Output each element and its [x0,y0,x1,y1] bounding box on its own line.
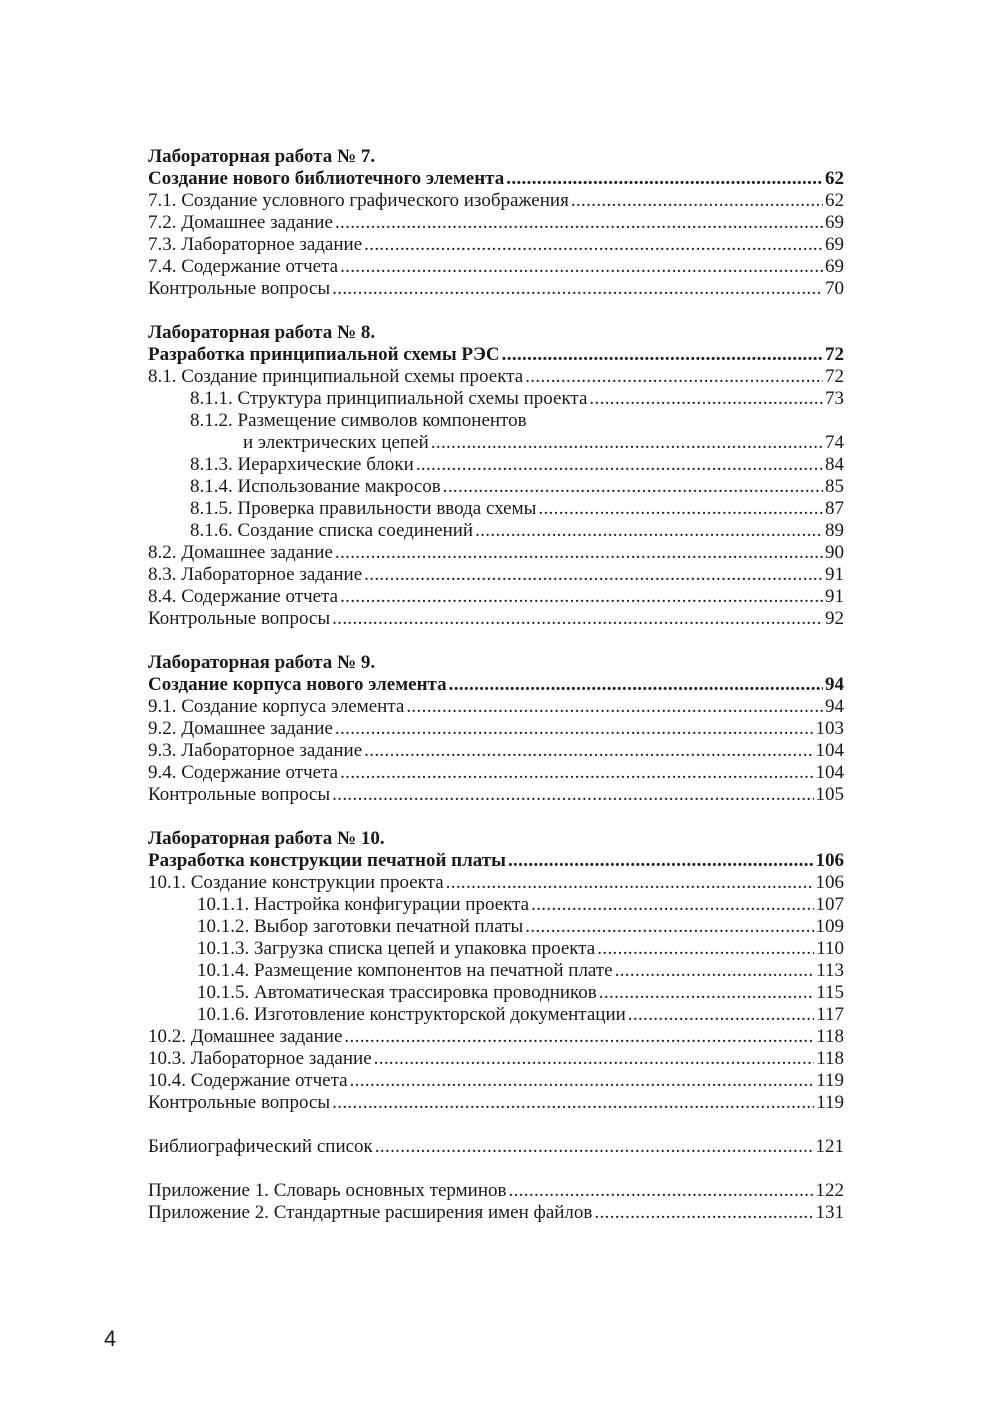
toc-page-number: 117 [816,1004,844,1025]
dot-leader [525,366,823,388]
toc-entry-label: 8.1.1. Структура принципиальной схемы проекта [190,388,588,409]
toc-entry-label: 10.2. Домашнее задание [148,1026,343,1047]
toc-entry-label: 8.2. Домашнее задание [148,542,333,563]
dot-leader [594,1202,813,1224]
toc-page-number: 115 [816,982,844,1003]
toc-entry[interactable] [148,256,844,278]
toc-entry-label: 8.1.5. Проверка правильности ввода схемы [190,498,537,519]
toc-entry[interactable] [148,278,844,300]
toc-entry-label: 8.1.3. Иерархические блоки [190,454,414,475]
toc-entry-label: 7.2. Домашнее задание [148,212,333,233]
toc-entry-label: Приложение 1. Словарь основных терминов [148,1180,507,1201]
dot-leader [332,608,823,630]
dot-leader [443,476,823,498]
toc-page-number: 118 [816,1048,844,1069]
toc-entry[interactable] [148,1048,844,1070]
toc-entry-label: 10.1.5. Автоматическая трассировка проводников [197,982,597,1003]
toc-page-number: 91 [825,564,844,585]
toc-entry-label: 7.4. Содержание отчета [148,256,339,277]
toc-page-number: 74 [825,432,844,453]
toc-entry-label: 10.1.4. Размещение компонентов на печатной плате [197,960,613,981]
toc-page-number: 122 [815,1180,844,1201]
dot-leader [350,1070,815,1092]
dot-leader [508,850,814,872]
toc-entry-label: 9.3. Лабораторное задание [148,740,363,761]
dot-leader [597,938,814,960]
toc-entry[interactable] [148,784,844,806]
toc-entry[interactable] [148,542,844,564]
toc-entry-label: 10.1.2. Выбор заготовки печатной платы [197,916,524,937]
dot-leader [335,718,814,740]
toc-entry-label: 9.1. Создание корпуса элемента [148,696,405,717]
toc-entry-label: Библиографический список [148,1136,373,1157]
dot-leader [335,212,823,234]
dot-leader [475,520,823,542]
toc-page-number: 62 [825,168,844,189]
toc-page-number: 106 [815,872,844,893]
toc-page-number: 121 [815,1136,844,1157]
dot-leader [364,564,823,586]
toc-page-number: 119 [816,1070,844,1091]
toc-entry[interactable] [148,520,844,542]
toc-page-number: 90 [825,542,844,563]
section-subtitle-entry[interactable] [148,344,844,366]
toc-page-number: 89 [825,520,844,541]
toc-entry-label: Разработка принципиальной схемы РЭС [148,344,500,365]
dot-leader [571,190,823,212]
toc-page-number: 69 [825,234,844,255]
toc-page-number: 84 [825,454,844,475]
toc-entry[interactable] [148,982,844,1004]
toc-page-number: 70 [825,278,844,299]
toc-entry-label: 8.4. Содержание отчета [148,586,339,607]
table-of-contents [148,146,844,1224]
toc-entry[interactable] [148,1070,844,1092]
toc-page-number: 106 [815,850,844,871]
toc-entry-label: 8.1.6. Создание списка соединений [190,520,474,541]
appendix-entry[interactable] [148,1180,844,1202]
toc-page-number: 110 [816,938,844,959]
section-subtitle-entry[interactable] [148,168,844,190]
toc-page-number: 119 [816,1092,844,1113]
toc-entry-label: 10.3. Лабораторное задание [148,1048,372,1069]
toc-entry[interactable] [148,234,844,256]
dot-leader [374,1048,815,1070]
dot-leader [508,1180,813,1202]
toc-page-number: 103 [815,718,844,739]
toc-page-number: 118 [816,1026,844,1047]
toc-entry-label: Контрольные вопросы [148,608,331,629]
toc-entry[interactable] [148,762,844,784]
toc-page-number: 73 [825,388,844,409]
toc-entry[interactable] [148,872,844,894]
dot-leader [340,586,823,608]
section-title: Лабораторная работа № 10. [148,828,385,849]
toc-entry-label: 8.1.4. Использование макросов [190,476,441,497]
bibliography-entry[interactable] [148,1136,844,1158]
toc-entry[interactable] [148,410,844,432]
toc-page-number: 87 [825,498,844,519]
toc-entry-label: Контрольные вопросы [148,784,331,805]
toc-entry-label: Контрольные вопросы [148,278,331,299]
toc-page-number: 104 [815,762,844,783]
section-title: Лабораторная работа № 8. [148,322,376,343]
toc-entry[interactable] [148,366,844,388]
toc-entry-label: 8.1.2. Размещение символов компонентов [190,410,527,431]
toc-entry[interactable] [148,476,844,498]
toc-entry-label: 9.4. Содержание отчета [148,762,339,783]
dot-leader [538,498,823,520]
toc-page-number: 105 [815,784,844,805]
toc-entry[interactable] [148,938,844,960]
toc-entry-label: Создание корпуса нового элемента [148,674,447,695]
toc-entry-label: Контрольные вопросы [148,1092,331,1113]
toc-page-number: 69 [825,256,844,277]
dot-leader [364,234,823,256]
dot-leader [589,388,823,410]
toc-entry[interactable] [148,960,844,982]
toc-page-number: 91 [825,586,844,607]
dot-leader [416,454,823,476]
dot-leader [599,982,814,1004]
dot-leader [406,696,823,718]
toc-entry[interactable] [148,498,844,520]
section-title: Лабораторная работа № 9. [148,652,376,673]
dot-leader [375,1136,814,1158]
toc-entry-label: 10.1.1. Настройка конфигурации проекта [197,894,530,915]
dot-leader [531,894,813,916]
section-subtitle-entry[interactable] [148,850,844,872]
toc-entry-label: Разработка конструкции печатной платы [148,850,506,871]
dot-leader [332,1092,814,1114]
dot-leader [446,872,814,894]
toc-entry-label: и электрических цепей [243,432,429,453]
dot-leader [449,674,823,696]
toc-entry[interactable] [148,190,844,212]
section-subtitle-entry[interactable] [148,674,844,696]
toc-entry[interactable] [148,212,844,234]
dot-leader [332,784,813,806]
dot-leader [506,168,823,190]
toc-entry-label: 7.3. Лабораторное задание [148,234,363,255]
toc-entry-label: 9.2. Домашнее задание [148,718,333,739]
toc-entry[interactable] [148,1004,844,1026]
toc-entry-label: 7.1. Создание условного графического изображения [148,190,569,211]
toc-entry[interactable] [148,916,844,938]
toc-entry[interactable] [148,564,844,586]
page-number: 4 [104,1326,117,1351]
toc-page-number: 94 [825,674,844,695]
toc-entry[interactable] [148,432,844,454]
dot-leader [525,916,813,938]
dot-leader [502,344,823,366]
toc-page-number: 72 [825,344,844,365]
appendix-entry[interactable] [148,1202,844,1224]
toc-entry-label: Создание нового библиотечного элемента [148,168,505,189]
dot-leader [344,1026,814,1048]
dot-leader [340,762,813,784]
toc-page-number: 85 [825,476,844,497]
toc-entry[interactable] [148,718,844,740]
toc-page-number: 94 [825,696,844,717]
dot-leader [628,1004,814,1026]
toc-entry[interactable] [148,454,844,476]
toc-entry-label: 8.1. Создание принципиальной схемы проекта [148,366,524,387]
dot-leader [615,960,815,982]
dot-leader [332,278,823,300]
dot-leader [431,432,823,454]
toc-entry-label: 8.3. Лабораторное задание [148,564,363,585]
toc-page-number: 109 [815,916,844,937]
toc-entry[interactable] [148,740,844,762]
toc-entry[interactable] [148,894,844,916]
section-title: Лабораторная работа № 7. [148,146,376,167]
toc-page-number: 72 [825,366,844,387]
toc-entry-label: 10.1.6. Изготовление конструкторской документации [197,1004,626,1025]
toc-page-number: 92 [825,608,844,629]
toc-entry-label: Приложение 2. Стандартные расширения имен файлов [148,1202,593,1223]
toc-page-number: 62 [825,190,844,211]
toc-entry[interactable] [148,1092,844,1114]
toc-entry[interactable] [148,608,844,630]
toc-page-number: 131 [815,1202,844,1223]
toc-page-number: 69 [825,212,844,233]
toc-entry[interactable] [148,1026,844,1048]
toc-entry-label: 10.1.3. Загрузка списка цепей и упаковка проекта [197,938,596,959]
toc-entry[interactable] [148,388,844,410]
toc-entry-label: 10.1. Создание конструкции проекта [148,872,444,893]
toc-entry-label: 10.4. Содержание отчета [148,1070,348,1091]
toc-entry[interactable] [148,586,844,608]
toc-entry[interactable] [148,696,844,718]
toc-page-number: 104 [815,740,844,761]
dot-leader [335,542,823,564]
toc-page-number: 107 [815,894,844,915]
dot-leader [340,256,823,278]
dot-leader [364,740,813,762]
toc-page-number: 113 [816,960,844,981]
